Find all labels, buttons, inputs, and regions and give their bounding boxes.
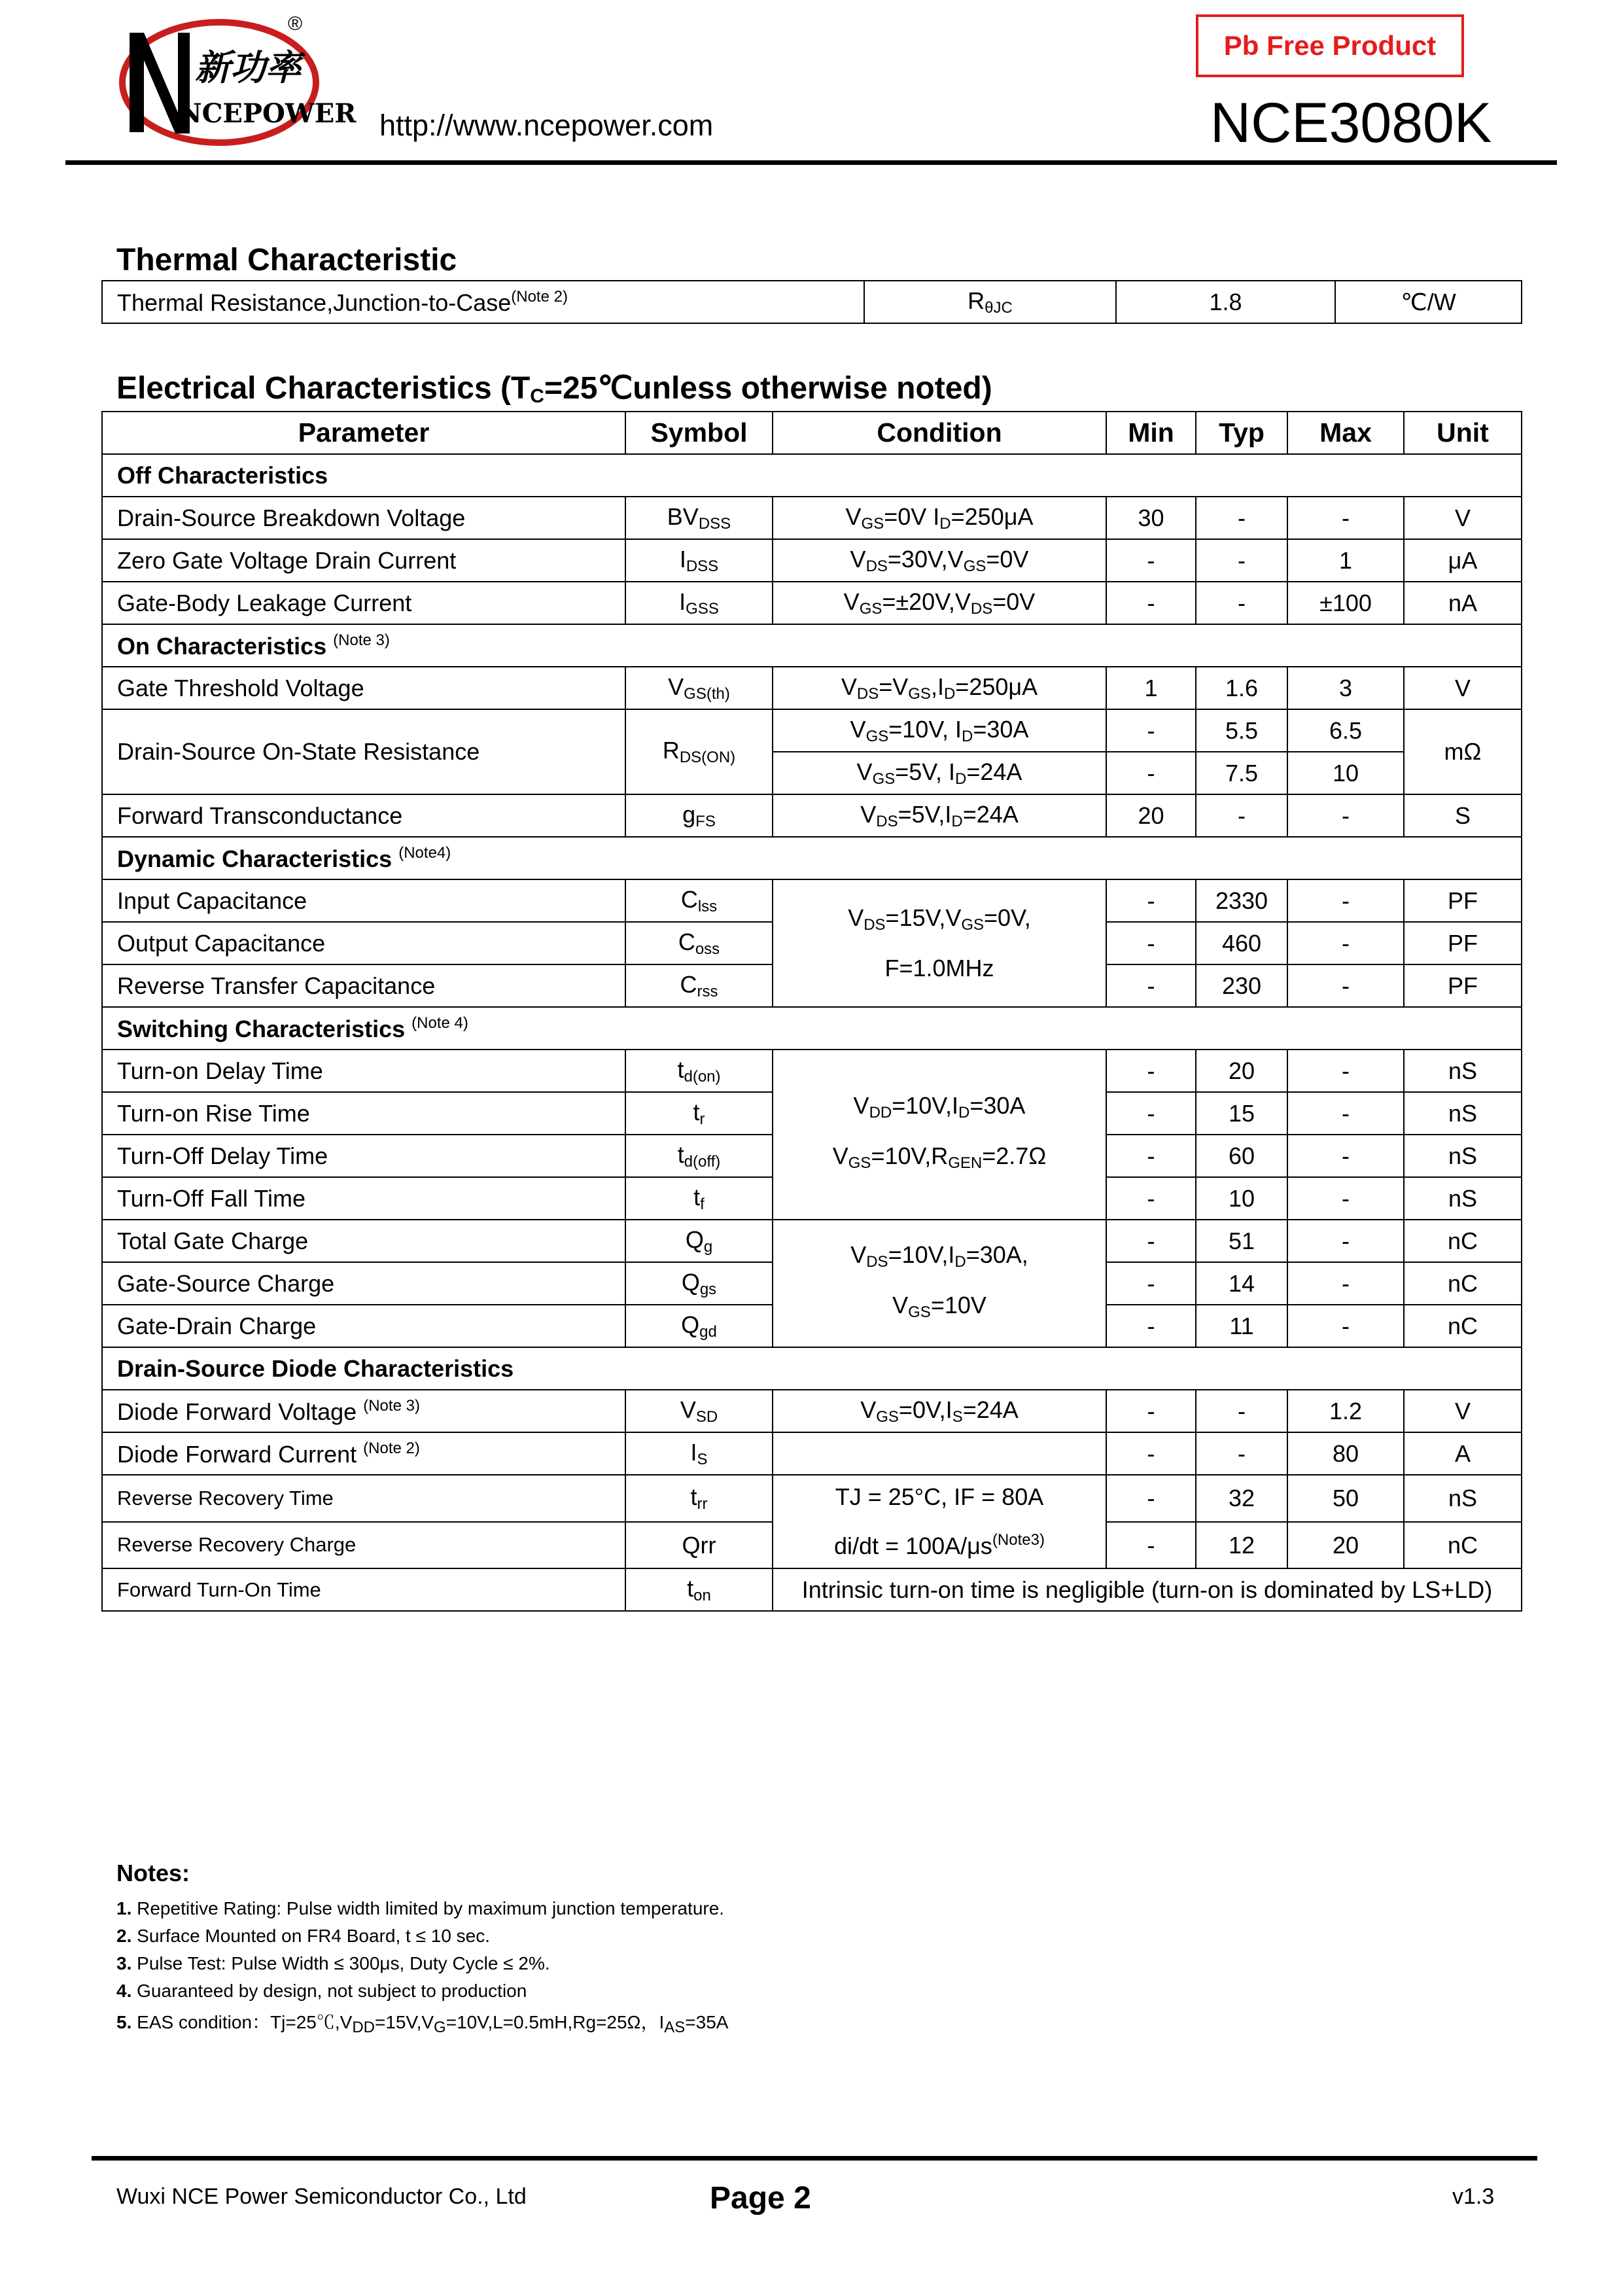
typ-coss: 460 bbox=[1196, 922, 1287, 964]
table-row bbox=[102, 539, 1522, 582]
max-tdon: - bbox=[1287, 1050, 1404, 1092]
thermal-table bbox=[101, 280, 1522, 324]
symbol-ciss: $C_{lss}$ bbox=[625, 879, 773, 922]
typ-qgd: 11 bbox=[1196, 1305, 1287, 1347]
typ-tf: 10 bbox=[1196, 1177, 1287, 1220]
header-unit: Unit bbox=[1404, 412, 1522, 454]
cond-is bbox=[773, 1432, 1106, 1475]
max-qg: - bbox=[1287, 1220, 1404, 1262]
typ-qrr: 12 bbox=[1196, 1522, 1287, 1569]
typ-qgs: 14 bbox=[1196, 1262, 1287, 1305]
unit-tf: nS bbox=[1404, 1177, 1522, 1220]
part-number: NCE3080K bbox=[1210, 92, 1492, 154]
param-crss: Reverse Transfer Capacitance bbox=[102, 964, 625, 1007]
footer-rule bbox=[92, 2156, 1537, 2161]
note-item: 5. EAS condition：$Tj=25℃,V_{DD}=15V,V_G=10V,L=0.5mH,Rg=25\Omega$，$I_{AS}=35A$ bbox=[116, 2012, 729, 2036]
unit-tr: nS bbox=[1404, 1092, 1522, 1135]
pb-free-badge: Pb Free Product bbox=[1196, 14, 1464, 77]
symbol-trr: $t_{rr}$ bbox=[625, 1475, 773, 1522]
logo-en-text: NCEPOWER bbox=[178, 98, 357, 129]
table-row bbox=[102, 1390, 1522, 1432]
param-rds: Drain-Source On-State Resistance bbox=[102, 709, 625, 794]
min-is: - bbox=[1106, 1432, 1196, 1475]
min-qgs: - bbox=[1106, 1262, 1196, 1305]
header-rule bbox=[65, 160, 1557, 165]
cond-rds-1: $V_{GS}=10V$, $I_D=30A$ bbox=[773, 709, 1106, 752]
max-tr: - bbox=[1287, 1092, 1404, 1135]
symbol-vth: $V_{GS(th)}$ bbox=[625, 667, 773, 709]
max-trr: 50 bbox=[1287, 1475, 1404, 1522]
thermal-row bbox=[102, 281, 1522, 323]
symbol-coss: $C_{oss}$ bbox=[625, 922, 773, 964]
symbol-gfs: $g_{FS}$ bbox=[625, 794, 773, 837]
max-rds-2: 10 bbox=[1287, 752, 1404, 794]
param-tr: Turn-on Rise Time bbox=[102, 1092, 625, 1135]
unit-rds: mΩ bbox=[1404, 709, 1522, 794]
section-row bbox=[102, 624, 1522, 667]
cond-bvdss: $V_{GS}=0V$ $I_D=250\mu A$ bbox=[773, 497, 1106, 539]
symbol-tdon: $t_{d(on)}$ bbox=[625, 1050, 773, 1092]
cond-gfs: $V_{DS}=5V,I_D=24A$ bbox=[773, 794, 1106, 837]
thermal-unit: ℃/W bbox=[1335, 281, 1522, 323]
param-vth: Gate Threshold Voltage bbox=[102, 667, 625, 709]
table-row bbox=[102, 709, 1522, 752]
unit-is: A bbox=[1404, 1432, 1522, 1475]
param-tdoff: Turn-Off Delay Time bbox=[102, 1135, 625, 1177]
param-bvdss: Drain-Source Breakdown Voltage bbox=[102, 497, 625, 539]
max-ciss: - bbox=[1287, 879, 1404, 922]
param-tf: Turn-Off Fall Time bbox=[102, 1177, 625, 1220]
cond-recovery: TJ = 25°C, IF = 80A $di/dt = 100A/\mu s^{(Note3)}$ bbox=[773, 1475, 1106, 1568]
table-row bbox=[102, 1475, 1522, 1522]
min-coss: - bbox=[1106, 922, 1196, 964]
param-idss: Zero Gate Voltage Drain Current bbox=[102, 539, 625, 582]
param-qgs: Gate-Source Charge bbox=[102, 1262, 625, 1305]
note-item: 3. Pulse Test: Pulse Width ≤ 300μs, Duty Cycle ≤ 2%. bbox=[116, 1953, 550, 1973]
min-rds-2: - bbox=[1106, 752, 1196, 794]
max-igss: ±100 bbox=[1287, 582, 1404, 624]
param-trr: Reverse Recovery Time bbox=[102, 1475, 625, 1522]
unit-ciss: PF bbox=[1404, 879, 1522, 922]
min-tf: - bbox=[1106, 1177, 1196, 1220]
typ-tr: 15 bbox=[1196, 1092, 1287, 1135]
min-gfs: 20 bbox=[1106, 794, 1196, 837]
min-tr: - bbox=[1106, 1092, 1196, 1135]
section-row bbox=[102, 1347, 1522, 1390]
symbol-rds: $R_{DS(ON)}$ bbox=[625, 709, 773, 794]
max-vsd: 1.2 bbox=[1287, 1390, 1404, 1432]
param-qrr: Reverse Recovery Charge bbox=[102, 1522, 625, 1569]
symbol-crss: $C_{rss}$ bbox=[625, 964, 773, 1007]
cond-vsd: $V_{GS}=0V,I_S=24A$ bbox=[773, 1390, 1106, 1432]
unit-gfs: S bbox=[1404, 794, 1522, 837]
min-vth: 1 bbox=[1106, 667, 1196, 709]
symbol-qg: $Q_g$ bbox=[625, 1220, 773, 1262]
cond-gate-charge: $V_{DS}=10V,I_D=30A$, $V_{GS}=10V$ bbox=[773, 1220, 1106, 1347]
param-is: Diode Forward Current $^{(Note 2)}$ bbox=[102, 1432, 625, 1475]
typ-bvdss: - bbox=[1196, 497, 1287, 539]
footer-version: v1.3 bbox=[1452, 2184, 1495, 2209]
typ-igss: - bbox=[1196, 582, 1287, 624]
unit-crss: PF bbox=[1404, 964, 1522, 1007]
unit-idss: μA bbox=[1404, 539, 1522, 582]
header-min: Min bbox=[1106, 412, 1196, 454]
max-gfs: - bbox=[1287, 794, 1404, 837]
section-row bbox=[102, 837, 1522, 879]
unit-tdoff: nS bbox=[1404, 1135, 1522, 1177]
min-crss: - bbox=[1106, 964, 1196, 1007]
thermal-value: 1.8 bbox=[1116, 281, 1335, 323]
param-qg: Total Gate Charge bbox=[102, 1220, 625, 1262]
section-switching: Switching Characteristics $^{(Note 4)}$ bbox=[102, 1007, 1522, 1050]
logo-cn-text: 新功率 bbox=[195, 47, 301, 88]
electrical-heading: Electrical Characteristics ($T_C=25℃unless$ otherwise noted) bbox=[116, 371, 992, 407]
header-url[interactable]: http://www.ncepower.com bbox=[379, 109, 714, 142]
cond-rds-2: $V_{GS}=5V$, $I_D=24A$ bbox=[773, 752, 1106, 794]
section-on: On Characteristics $^{(Note 3)}$ bbox=[102, 624, 1522, 667]
typ-idss: - bbox=[1196, 539, 1287, 582]
min-bvdss: 30 bbox=[1106, 497, 1196, 539]
table-row bbox=[102, 667, 1522, 709]
note-item: 2. Surface Mounted on FR4 Board, t ≤ 10 sec. bbox=[116, 1926, 491, 1946]
unit-qgs: nC bbox=[1404, 1262, 1522, 1305]
param-qgd: Gate-Drain Charge bbox=[102, 1305, 625, 1347]
min-tdon: - bbox=[1106, 1050, 1196, 1092]
section-diode: Drain-Source Diode Characteristics bbox=[102, 1347, 1522, 1390]
max-qgd: - bbox=[1287, 1305, 1404, 1347]
table-row bbox=[102, 1568, 1522, 1611]
symbol-qrr: Qrr bbox=[625, 1522, 773, 1569]
symbol-tr: $t_r$ bbox=[625, 1092, 773, 1135]
unit-coss: PF bbox=[1404, 922, 1522, 964]
table-header-row bbox=[102, 412, 1522, 454]
typ-tdoff: 60 bbox=[1196, 1135, 1287, 1177]
header-parameter: Parameter bbox=[102, 412, 625, 454]
unit-qg: nC bbox=[1404, 1220, 1522, 1262]
table-row bbox=[102, 879, 1522, 922]
section-row bbox=[102, 1007, 1522, 1050]
min-trr: - bbox=[1106, 1475, 1196, 1522]
footer-page: Page 2 bbox=[710, 2181, 811, 2216]
max-coss: - bbox=[1287, 922, 1404, 964]
max-vth: 3 bbox=[1287, 667, 1404, 709]
min-qgd: - bbox=[1106, 1305, 1196, 1347]
footer-company: Wuxi NCE Power Semiconductor Co., Ltd bbox=[116, 2184, 527, 2209]
registered-mark: ® bbox=[288, 13, 303, 35]
max-is: 80 bbox=[1287, 1432, 1404, 1475]
symbol-tf: $t_f$ bbox=[625, 1177, 773, 1220]
unit-trr: nS bbox=[1404, 1475, 1522, 1522]
param-gfs: Forward Transconductance bbox=[102, 794, 625, 837]
symbol-tdoff: $t_{d(off)}$ bbox=[625, 1135, 773, 1177]
section-row bbox=[102, 454, 1522, 497]
param-ciss: Input Capacitance bbox=[102, 879, 625, 922]
symbol-ton: $t_{on}$ bbox=[625, 1568, 773, 1611]
table-row bbox=[102, 497, 1522, 539]
typ-tdon: 20 bbox=[1196, 1050, 1287, 1092]
note-item: 1. Repetitive Rating: Pulse width limited by maximum junction temperature. bbox=[116, 1898, 725, 1918]
cond-igss: $V_{GS}=\pm 20V,V_{DS}=0V$ bbox=[773, 582, 1106, 624]
typ-qg: 51 bbox=[1196, 1220, 1287, 1262]
unit-bvdss: V bbox=[1404, 497, 1522, 539]
max-tdoff: - bbox=[1287, 1135, 1404, 1177]
min-vsd: - bbox=[1106, 1390, 1196, 1432]
section-off: Off Characteristics bbox=[102, 454, 1522, 497]
typ-is: - bbox=[1196, 1432, 1287, 1475]
param-tdon: Turn-on Delay Time bbox=[102, 1050, 625, 1092]
min-qrr: - bbox=[1106, 1522, 1196, 1569]
notes-title: Notes: bbox=[116, 1860, 190, 1886]
typ-rds-1: 5.5 bbox=[1196, 709, 1287, 752]
symbol-igss: $I_{GSS}$ bbox=[625, 582, 773, 624]
table-row bbox=[102, 794, 1522, 837]
symbol-qgd: $Q_{gd}$ bbox=[625, 1305, 773, 1347]
max-crss: - bbox=[1287, 964, 1404, 1007]
typ-gfs: - bbox=[1196, 794, 1287, 837]
min-igss: - bbox=[1106, 582, 1196, 624]
symbol-bvdss: $BV_{DSS}$ bbox=[625, 497, 773, 539]
max-qgs: - bbox=[1287, 1262, 1404, 1305]
electrical-table bbox=[101, 411, 1522, 1612]
max-qrr: 20 bbox=[1287, 1522, 1404, 1569]
header-symbol: Symbol bbox=[625, 412, 773, 454]
cond-idss: $V_{DS}=30V,V_{GS}=0V$ bbox=[773, 539, 1106, 582]
symbol-idss: $I_{DSS}$ bbox=[625, 539, 773, 582]
typ-ciss: 2330 bbox=[1196, 879, 1287, 922]
header-max: Max bbox=[1287, 412, 1404, 454]
min-tdoff: - bbox=[1106, 1135, 1196, 1177]
unit-tdon: nS bbox=[1404, 1050, 1522, 1092]
min-ciss: - bbox=[1106, 879, 1196, 922]
thermal-heading: Thermal Characteristic bbox=[116, 243, 457, 277]
symbol-is: $I_S$ bbox=[625, 1432, 773, 1475]
typ-crss: 230 bbox=[1196, 964, 1287, 1007]
header-typ: Typ bbox=[1196, 412, 1287, 454]
section-dynamic: Dynamic Characteristics $^{(Note4)}$ bbox=[102, 837, 1522, 879]
min-qg: - bbox=[1106, 1220, 1196, 1262]
note-item: 4. Guaranteed by design, not subject to production bbox=[116, 1981, 527, 2001]
cond-vth: $V_{DS}=V_{GS},I_D=250\mu A$ bbox=[773, 667, 1106, 709]
param-vsd: Diode Forward Voltage $^{(Note 3)}$ bbox=[102, 1390, 625, 1432]
min-rds-1: - bbox=[1106, 709, 1196, 752]
param-ton: Forward Turn-On Time bbox=[102, 1568, 625, 1611]
thermal-param: Thermal Resistance,Junction-to-Case$^{(Note 2)}$ bbox=[102, 281, 864, 323]
table-row bbox=[102, 1050, 1522, 1092]
unit-vth: V bbox=[1404, 667, 1522, 709]
unit-igss: nA bbox=[1404, 582, 1522, 624]
typ-rds-2: 7.5 bbox=[1196, 752, 1287, 794]
table-row bbox=[102, 1220, 1522, 1262]
cond-capacitance: $V_{DS}=15V,V_{GS}=0V$, F=1.0MHz bbox=[773, 879, 1106, 1007]
max-tf: - bbox=[1287, 1177, 1404, 1220]
typ-vth: 1.6 bbox=[1196, 667, 1287, 709]
param-coss: Output Capacitance bbox=[102, 922, 625, 964]
table-row bbox=[102, 1432, 1522, 1475]
symbol-qgs: $Q_{gs}$ bbox=[625, 1262, 773, 1305]
header-condition: Condition bbox=[773, 412, 1106, 454]
notes-block bbox=[116, 1860, 728, 2036]
max-rds-1: 6.5 bbox=[1287, 709, 1404, 752]
min-idss: - bbox=[1106, 539, 1196, 582]
thermal-symbol: $R_{\theta JC}$ bbox=[864, 281, 1116, 323]
unit-qgd: nC bbox=[1404, 1305, 1522, 1347]
cond-switching: $V_{DD}=10V,I_D=30A$ $V_{GS}=10V,R_{GEN}=2.7\Omega$ bbox=[773, 1050, 1106, 1220]
unit-qrr: nC bbox=[1404, 1522, 1522, 1569]
typ-trr: 32 bbox=[1196, 1475, 1287, 1522]
cond-ton: Intrinsic turn-on time is negligible (turn-on is dominated by LS+LD) bbox=[773, 1568, 1522, 1611]
max-idss: 1 bbox=[1287, 539, 1404, 582]
unit-vsd: V bbox=[1404, 1390, 1522, 1432]
typ-vsd: - bbox=[1196, 1390, 1287, 1432]
symbol-vsd: $V_{SD}$ bbox=[625, 1390, 773, 1432]
table-row bbox=[102, 582, 1522, 624]
max-bvdss: - bbox=[1287, 497, 1404, 539]
param-igss: Gate-Body Leakage Current bbox=[102, 582, 625, 624]
